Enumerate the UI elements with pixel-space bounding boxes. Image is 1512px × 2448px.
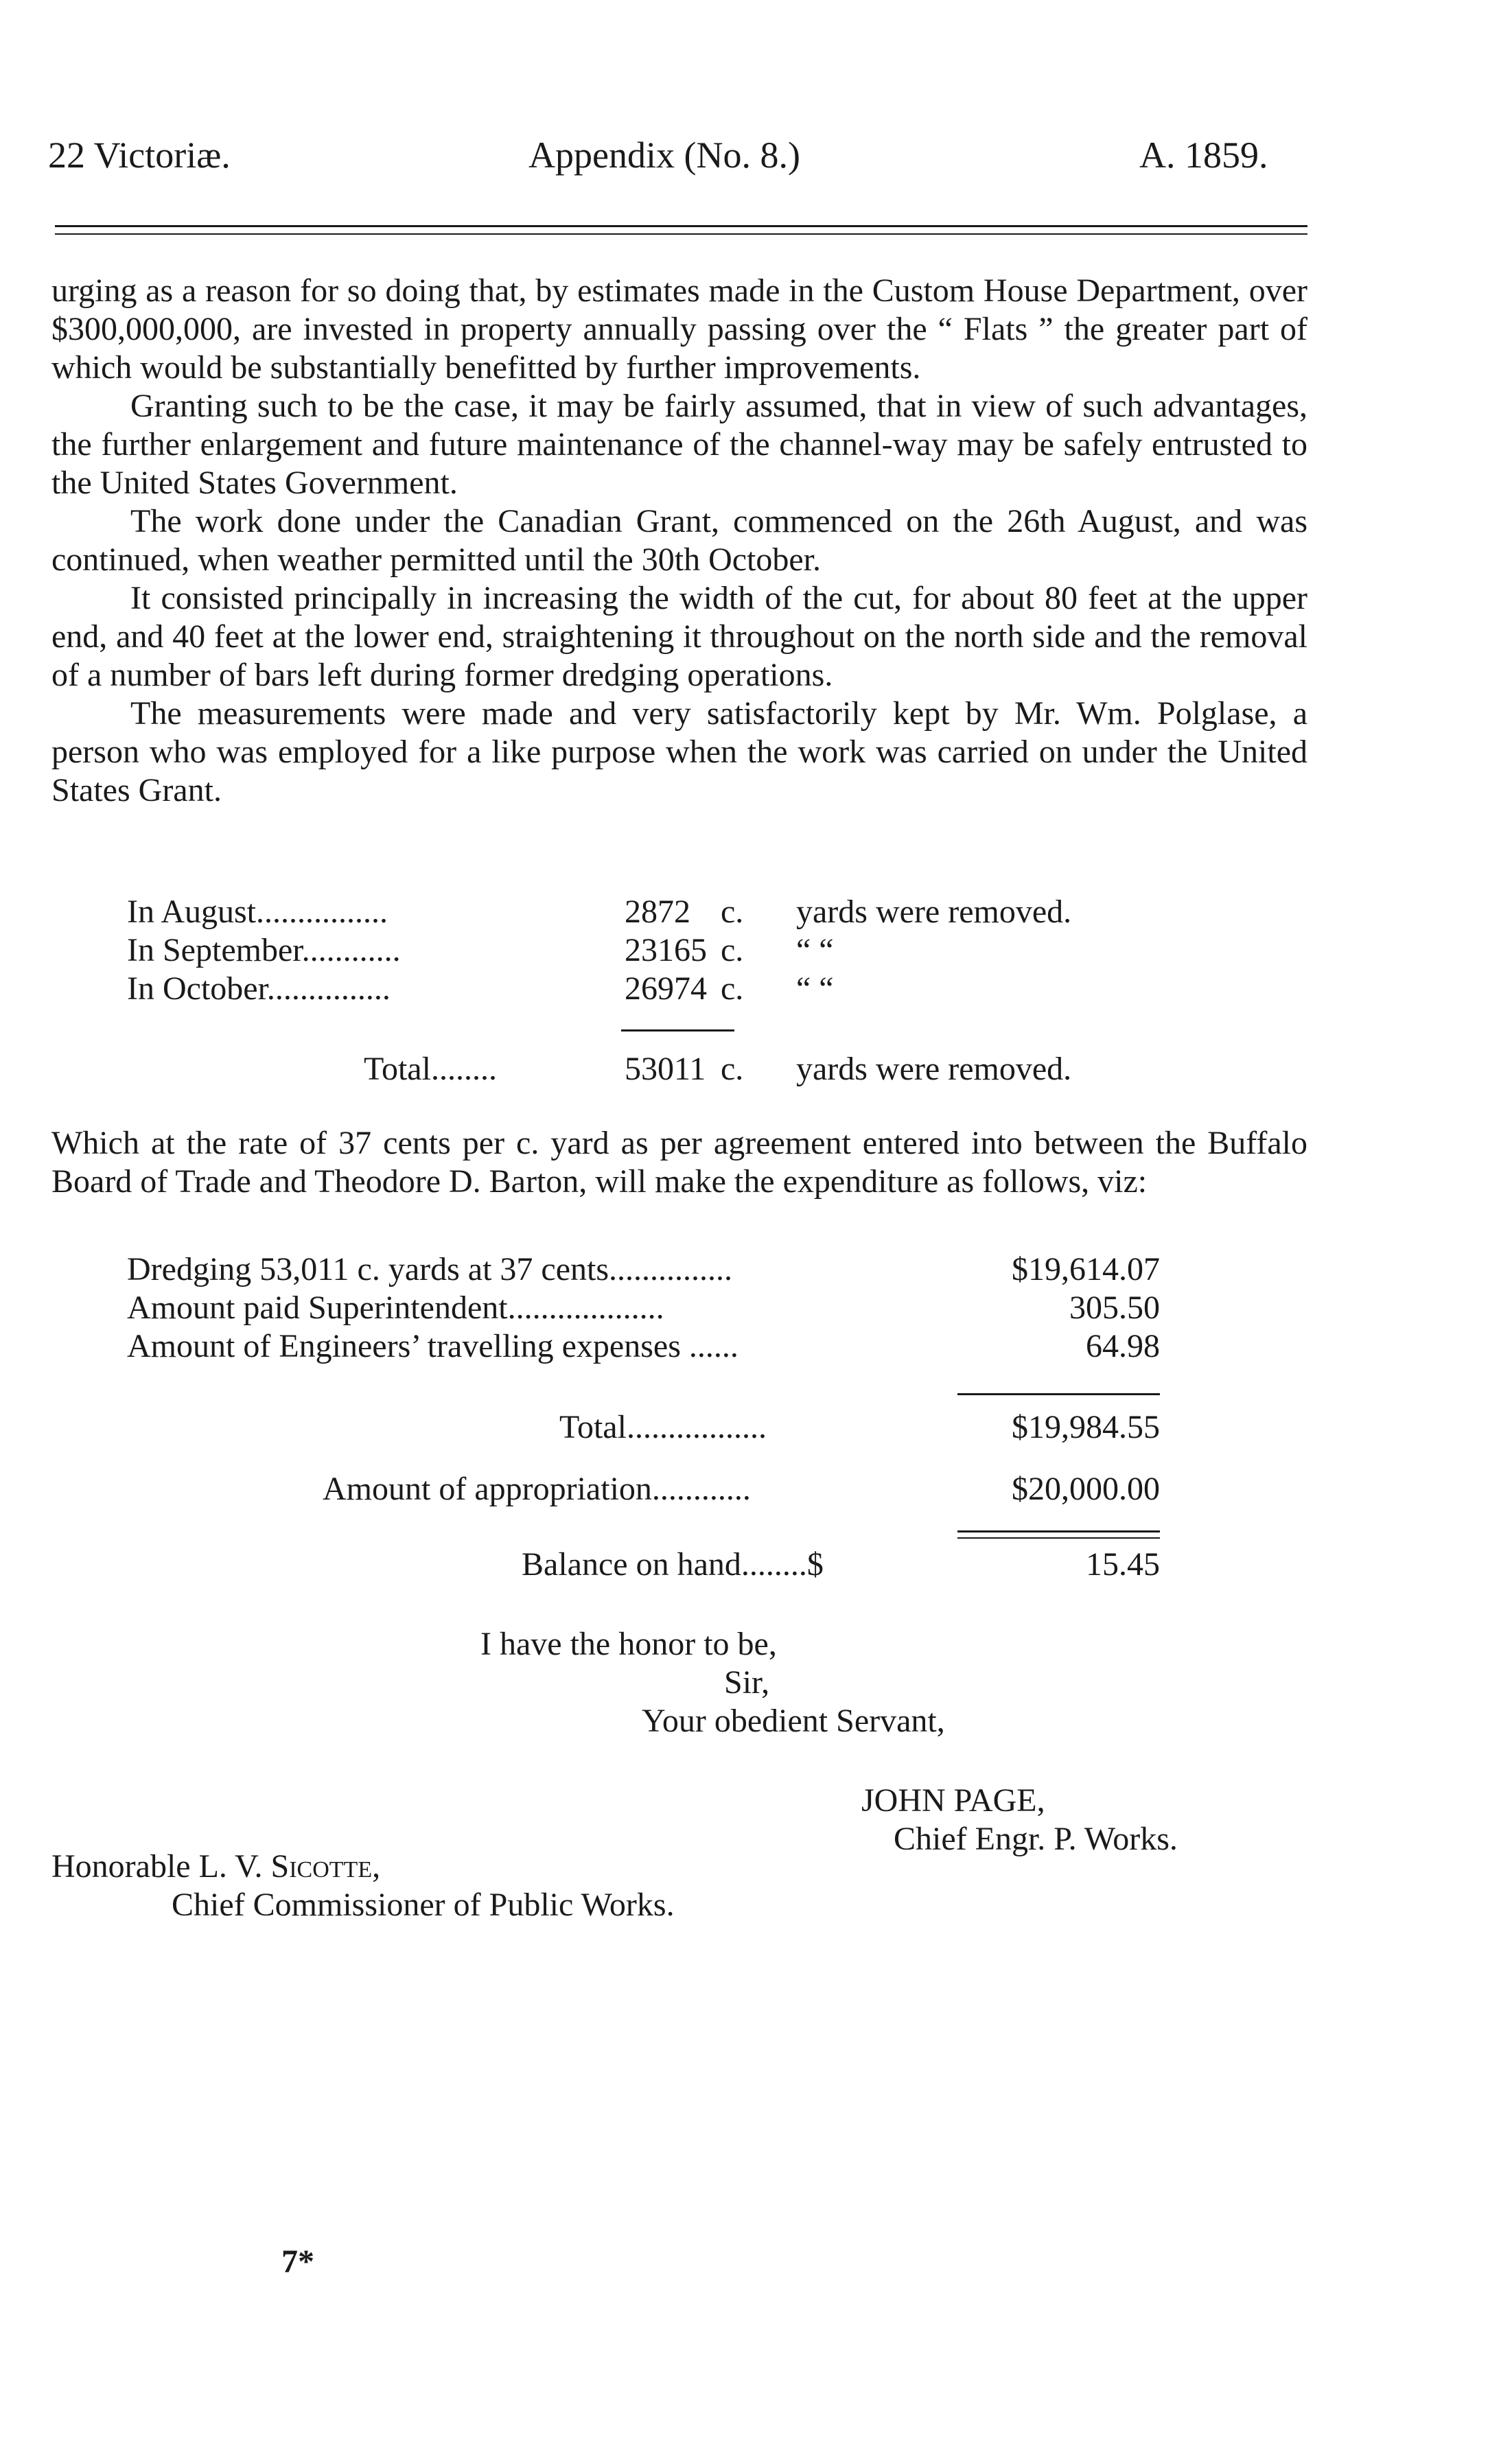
- measurement-value: 26974: [625, 970, 707, 1007]
- measurement-unit: c.: [721, 970, 744, 1007]
- appropriation-label: Amount of appropriation............: [323, 1471, 751, 1507]
- paragraph-2: Granting such to be the case, it may be fairly assumed, that in view of such advantages, the further enlargement and future maintenance of the channel-way may be safely entrusted to the United States Government.: [51, 388, 1307, 501]
- measurement-total-value: 53011: [625, 1051, 706, 1087]
- measurement-unit: c.: [721, 932, 744, 968]
- addressee-surname: Sicotte,: [270, 1848, 381, 1885]
- measurement-unit: c.: [721, 894, 744, 930]
- paragraph-3: The work done under the Canadian Grant, commenced on the 26th August, and was continued, when weather permitted until the 30th October.: [51, 503, 1307, 578]
- measurement-label: In August................: [127, 894, 388, 930]
- header-year: A. 1859.: [1139, 135, 1268, 176]
- expenditure-amount: 64.98: [1086, 1328, 1160, 1364]
- measurement-label: In October...............: [127, 970, 391, 1007]
- addressee-prefix: Honorable L. V.: [51, 1848, 271, 1885]
- header-rule-top: [55, 225, 1307, 227]
- addressee-name: [51, 1847, 380, 1886]
- measurement-label: In September............: [127, 932, 401, 968]
- paragraph-1: urging as a reason for so doing that, by estimates made in the Custom House Department, over $300,000,000, are invested in property annually passing over the “ Flats ” the greater part of which would be substantially benefitted by further improvements.: [51, 272, 1307, 386]
- closing-line-1: I have the honor to be,: [480, 1626, 777, 1662]
- signature-title: Chief Engr. P. Works.: [894, 1821, 1178, 1857]
- header-session: 22 Victoriæ.: [48, 135, 231, 176]
- appropriation-amount: $20,000.00: [1012, 1471, 1160, 1507]
- signature-name: JOHN PAGE,: [861, 1782, 1045, 1819]
- closing-line-3: Your obedient Servant,: [642, 1703, 945, 1739]
- expenditure-label: Dredging 53,011 c. yards at 37 cents...............: [127, 1251, 733, 1287]
- rate-paragraph: Which at the rate of 37 cents per c. yard as per agreement entered into between the Buffalo Board of Trade and Theodore D. Barton, will make the expenditure as follows, viz:: [51, 1125, 1307, 1200]
- expenditure-label: Amount of Engineers’ travelling expenses ......: [127, 1328, 738, 1364]
- expenditure-sum-rule: [957, 1393, 1160, 1395]
- balance-amount: 15.45: [1086, 1546, 1160, 1583]
- addressee-title: Chief Commissioner of Public Works.: [172, 1887, 675, 1923]
- balance-label: Balance on hand........$: [522, 1546, 824, 1583]
- measurement-value: 23165: [625, 932, 707, 968]
- page-signature-mark: 7*: [281, 2243, 314, 2280]
- balance-sum-rule-double: [957, 1537, 1160, 1539]
- header-appendix: Appendix (No. 8.): [528, 135, 800, 176]
- measurement-sum-rule: [621, 1029, 734, 1031]
- balance-sum-rule: [957, 1530, 1160, 1532]
- measurement-rest: yards were removed.: [796, 894, 1072, 930]
- paragraph-5: The measurements were made and very satisfactorily kept by Mr. Wm. Polglase, a person who was employed for a like purpose when the work was carried on under the United States Grant.: [51, 695, 1307, 808]
- measurement-total-unit: c.: [721, 1051, 744, 1087]
- measurement-value: 2872: [625, 894, 690, 930]
- expenditure-total-label: Total.................: [559, 1409, 767, 1445]
- closing-line-2: Sir,: [724, 1664, 770, 1701]
- expenditure-amount: $19,614.07: [1012, 1251, 1160, 1287]
- expenditure-total-amount: $19,984.55: [1012, 1409, 1160, 1445]
- paragraph-4: It consisted principally in increasing the width of the cut, for about 80 feet at the upper end, and 40 feet at the lower end, straightening it throughout on the north side and the removal of a number of bars left during former dredging operations.: [51, 580, 1307, 693]
- measurement-rest: “ “: [796, 970, 834, 1007]
- header-rule-bottom: [55, 233, 1307, 235]
- body-text: [51, 272, 1307, 810]
- expenditure-amount: 305.50: [1069, 1290, 1160, 1326]
- expenditure-label: Amount paid Superintendent...................: [127, 1290, 664, 1326]
- measurement-total-rest: yards were removed.: [796, 1051, 1072, 1087]
- measurement-total-label: Total........: [364, 1051, 497, 1087]
- measurement-rest: “ “: [796, 932, 834, 968]
